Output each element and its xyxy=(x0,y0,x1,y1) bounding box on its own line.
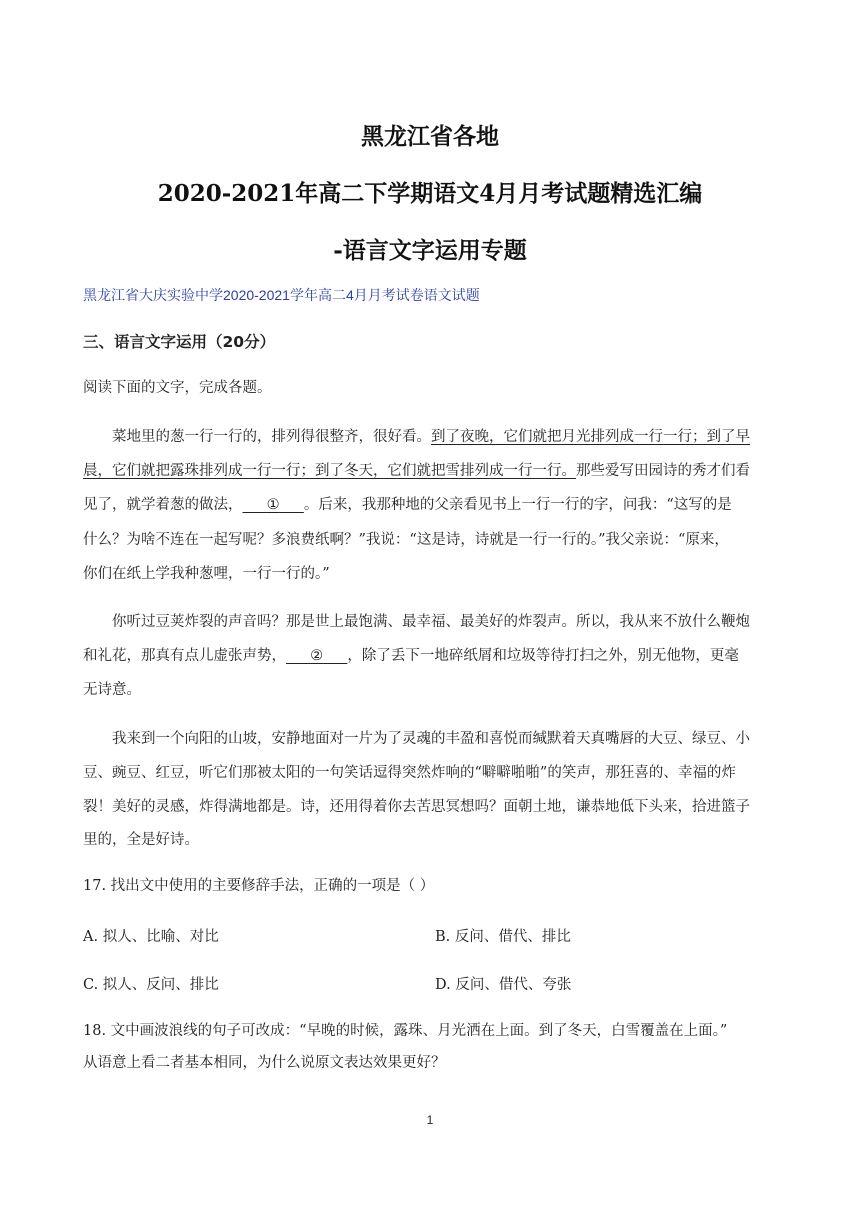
section-title: 三、语言文字运用（20分） xyxy=(83,333,276,351)
title-line-3: -语言文字运用专题 xyxy=(333,237,527,264)
text-line: 我来到一个向阳的山坡，安静地面对一片为了灵魂的丰盈和喜悦而缄默着天真嘴唇的大豆、绿豆、小 xyxy=(112,731,750,747)
text-line: 你们在纸上学我种葱哩，一行一行的。” xyxy=(83,566,330,582)
text-span: 。后来，我那种地的父亲看见书上一行一行的字，问我：“这写的是 xyxy=(303,497,732,513)
text-line: 你听过豆荚炸裂的声音吗？那是世上最饱满、最幸福、最美好的炸裂声。所以，我从来不放什么鞭炮 xyxy=(112,614,750,630)
question-18-line-2: 从语意上看二者基本相同，为什么说原文表达效果更好？ xyxy=(83,1055,446,1071)
blank-2: ② xyxy=(310,648,324,664)
blank-1: ① xyxy=(266,497,280,513)
text-line: 里的，全是好诗。 xyxy=(83,832,199,848)
title-line-1: 黑龙江省各地 xyxy=(361,123,499,150)
instruction: 阅读下面的文字，完成各题。 xyxy=(83,380,272,396)
page-number: 1 xyxy=(426,1113,434,1127)
text-span: 和礼花，那真有点儿虚张声势， xyxy=(83,648,286,664)
text-line: 豆、豌豆、红豆，听它们那被太阳的一句笑话逗得突然炸响的“噼噼啪啪”的笑声，那狂喜的、幸福的炸 xyxy=(83,765,736,781)
text-span: 见了，就学着葱的做法， xyxy=(83,497,243,513)
question-18-line-1: 18. 文中画波浪线的句子可改成：“早晚的时候，露珠、月光洒在上面。到了冬天，白雪覆盖在上面。” xyxy=(83,1023,728,1039)
question-17-option-a: A. 拟人、比喻、对比 xyxy=(83,929,219,945)
text-span: ，除了丢下一地碎纸屑和垃圾等待打扫之外，别无他物，更毫 xyxy=(347,648,739,664)
question-17-option-c: C. 拟人、反问、排比 xyxy=(83,977,219,993)
text-span: 那些爱写田园诗的秀才们看 xyxy=(576,463,750,479)
title-line-2: 2020-2021年高二下学期语文4月月考试题精选汇编 xyxy=(157,180,703,207)
text-span: 菜地里的葱一行一行的，排列得很整齐，很好看。 xyxy=(112,429,431,445)
wavy-underlined-sentence: 到了夜晚，它们就把月光排列成一行一行；到了早 xyxy=(431,429,750,445)
text-line: 无诗意。 xyxy=(83,682,141,698)
text-line: 什么？为啥不连在一起写呢？多浪费纸啊？”我说：“这是诗，诗就是一行一行的。”我父亲说：“原来， xyxy=(83,532,729,548)
question-17-option-d: D. 反问、借代、夸张 xyxy=(435,977,572,993)
question-17-option-b: B. 反问、借代、排比 xyxy=(435,929,571,945)
wavy-underlined-sentence: 晨，它们就把露珠排列成一行一行；到了冬天，它们就把雪排列成一行一行。 xyxy=(83,463,576,479)
text-line: 裂！美好的灵感，炸得满地都是。诗，还用得着你去苦思冥想吗？面朝土地，谦恭地低下头来，拾进篮子 xyxy=(83,799,750,815)
source-link[interactable]: 黑龙江省大庆实验中学2020-2021学年高二4月月考试卷语文试题 xyxy=(83,287,480,303)
question-17-stem: 17. 找出文中使用的主要修辞手法，正确的一项是（ ） xyxy=(83,878,435,894)
